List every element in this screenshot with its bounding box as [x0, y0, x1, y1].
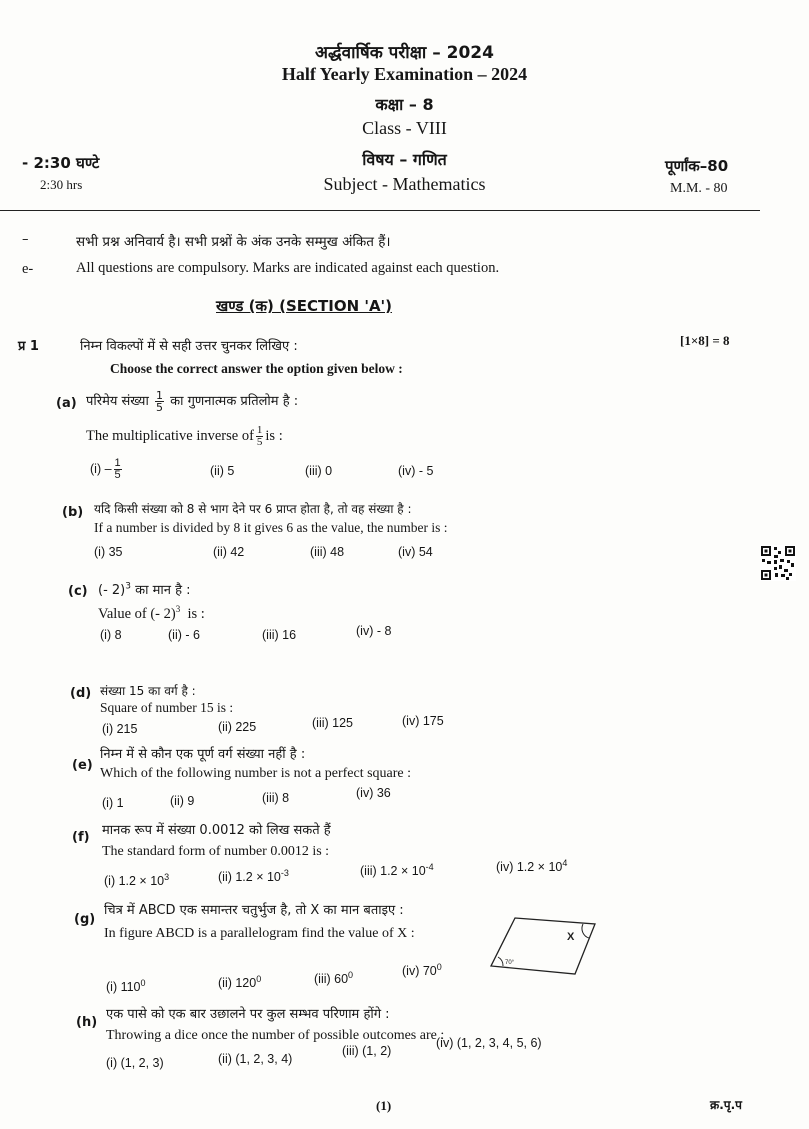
part-c-option-3: (iii) 16: [262, 628, 297, 642]
part-g-hindi: चित्र में ABCD एक समान्तर चतुर्भुज है, तो X का मान बताइए :: [104, 903, 404, 918]
class-english: Class - VIII: [362, 118, 447, 138]
part-c-option-4: (iv) - 8: [356, 624, 392, 638]
part-b-option-1: (i) 35: [94, 545, 123, 559]
part-b-option-4: (iv) 54: [398, 545, 433, 559]
part-d-option-1: (i) 215: [102, 722, 138, 736]
part-a-option-2: (ii) 5: [210, 464, 235, 478]
part-b-english: If a number is divided by 8 it gives 6 as the value, the number is :: [94, 520, 448, 535]
part-a-option-1: (i) – $\frac{1}{5}$: [90, 457, 121, 481]
part-e-option-3: (iii) 8: [262, 791, 290, 805]
part-h-option-2: (ii) (1, 2, 3, 4): [218, 1052, 293, 1066]
part-a-option-3: (iii) 0: [305, 464, 333, 478]
exam-title-english: Half Yearly Examination – 2024: [281, 64, 528, 84]
part-b-option-3: (iii) 48: [310, 545, 345, 559]
question-1-hindi: निम्न विकल्पों में से सही उत्तर चुनकर लिखिए :: [80, 339, 298, 354]
part-f-option-3: (iii) $1.2 \times 10^{-4}$: [360, 862, 434, 879]
part-h-label: (h): [76, 1015, 98, 1030]
part-f-option-2: (ii) $1.2 \times 10^{-3}$: [218, 868, 289, 885]
part-f-hindi: मानक रूप में संख्या 0.0012 को लिख सकते हैं: [102, 823, 331, 838]
part-h-english: Throwing a dice once the number of possible outcomes are :: [106, 1028, 445, 1043]
part-f-label: (f): [72, 830, 90, 845]
instruction-marker-english: e-: [22, 261, 34, 277]
instructions-hindi: सभी प्रश्न अनिवार्य है। सभी प्रश्नों के अंक उनके सम्मुख अंकित हैं।: [76, 234, 391, 250]
part-e-english: Which of the following number is not a perfect square :: [100, 766, 412, 781]
part-a-english: The multiplicative inverse of $\frac{1}{5}$ is :: [86, 424, 283, 448]
part-e-option-4: (iv) 36: [356, 786, 391, 800]
time-english: 2:30 hrs: [40, 177, 83, 192]
part-f-option-4: (iv) $1.2 \times 10^4$: [496, 858, 568, 875]
part-f-option-1: (i) $1.2 \times 10^3$: [104, 872, 170, 889]
part-d-option-2: (ii) 225: [218, 720, 257, 734]
part-h-hindi: एक पासे को एक बार उछालने पर कुल सम्भव परिणाम होंगे :: [106, 1007, 390, 1022]
question-1-english: Choose the correct answer the option given below :: [110, 361, 403, 376]
page-continuation-mark: क्र.पृ.प: [710, 1098, 742, 1112]
max-marks-english: M.M. - 80: [670, 181, 728, 196]
part-e-option-1: (i) 1: [102, 796, 124, 810]
instructions-english: All questions are compulsory. Marks are indicated against each question.: [76, 260, 500, 276]
part-g-option-1: (i) $110^0$: [106, 978, 146, 995]
part-c-option-2: (ii) - 6: [168, 628, 200, 642]
qr-code-icon: [760, 545, 796, 581]
part-d-option-4: (iv) 175: [402, 714, 444, 728]
figure-angle-label: 70°: [505, 960, 515, 966]
part-b-label: (b): [62, 505, 84, 520]
part-b-hindi: यदि किसी संख्या को 8 से भाग देने पर 6 प्राप्त होता है, तो वह संख्या है :: [94, 502, 412, 516]
part-c-label: (c): [68, 584, 88, 599]
header-divider: [0, 210, 760, 211]
part-d-english: Square of number 15 is :: [100, 700, 234, 715]
parallelogram-figure: [485, 910, 600, 982]
part-d-hindi: संख्या 15 का वर्ग है :: [100, 684, 196, 698]
exam-title-hindi: अर्द्धवार्षिक परीक्षा – 2024: [315, 43, 494, 63]
part-e-label: (e): [72, 758, 93, 773]
part-c-hindi: (- 2)$^3$ का मान है :: [98, 581, 191, 598]
part-a-option-4: (iv) - 5: [398, 464, 434, 478]
part-g-option-4: (iv) $70^0$: [402, 962, 442, 979]
part-d-option-3: (iii) 125: [312, 716, 353, 730]
part-g-english: In figure ABCD is a parallelogram find the value of X :: [104, 926, 415, 941]
part-e-option-2: (ii) 9: [170, 794, 195, 808]
part-c-option-1: (i) 8: [100, 628, 122, 642]
subject-hindi: विषय – गणित: [362, 150, 447, 169]
page-number: (1): [376, 1098, 392, 1113]
part-a-hindi: परिमेय संख्या $\frac{1}{5}$ का गुणनात्मक प्रतिलोम है :: [86, 389, 299, 414]
question-1-marks: [1×8] = 8: [680, 333, 730, 348]
part-g-option-3: (iii) $60^0$: [314, 970, 354, 987]
part-e-hindi: निम्न में से कौन एक पूर्ण वर्ग संख्या नहीं है :: [100, 747, 306, 762]
question-number: प्र 1: [18, 339, 39, 354]
figure-x-label: X: [567, 931, 575, 943]
part-a-label: (a): [56, 396, 77, 411]
part-b-option-2: (ii) 42: [213, 545, 245, 559]
part-d-label: (d): [70, 686, 92, 701]
part-h-option-1: (i) (1, 2, 3): [106, 1056, 164, 1070]
part-h-option-4: (iv) (1, 2, 3, 4, 5, 6): [436, 1036, 542, 1050]
part-c-english: Value of (- 2)$^3$ is :: [98, 604, 205, 622]
part-f-english: The standard form of number 0.0012 is :: [102, 844, 330, 859]
part-g-label: (g): [74, 912, 96, 927]
section-title: खण्ड (क) (SECTION 'A'): [216, 297, 392, 315]
instruction-marker-hindi: –: [22, 232, 29, 247]
part-h-option-3: (iii) (1, 2): [342, 1044, 392, 1058]
max-marks-hindi: पूर्णांक–80: [665, 157, 729, 175]
class-hindi: कक्षा – 8: [375, 95, 434, 114]
part-g-option-2: (ii) $120^0$: [218, 974, 262, 991]
time-hindi: - 2:30 घण्टे: [22, 154, 100, 172]
subject-english: Subject - Mathematics: [323, 174, 486, 194]
